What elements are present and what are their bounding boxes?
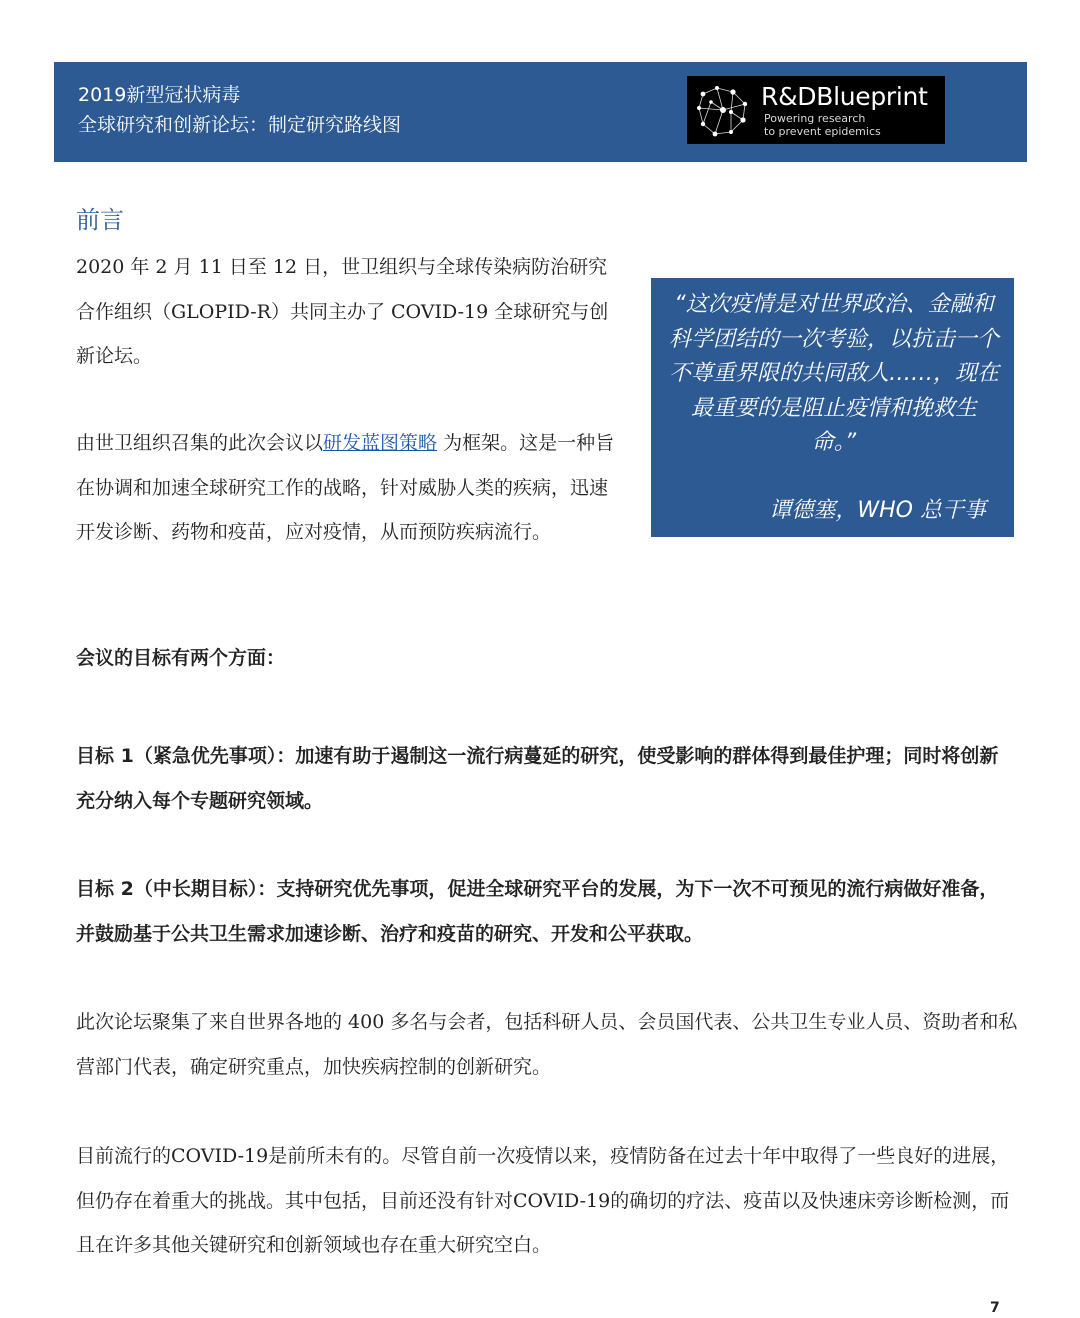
logo-name: R&DBlueprint — [761, 82, 928, 111]
rd-blueprint-logo — [687, 76, 945, 144]
section-title: 前言 — [76, 206, 124, 234]
header-title-line1: 2019新型冠状病毒 — [78, 84, 241, 106]
quote-attribution: 谭德塞，WHO 总干事 — [769, 498, 986, 523]
page-number: 7 — [990, 1300, 1000, 1316]
page-header — [54, 62, 1027, 162]
header-title — [78, 80, 401, 140]
logo-tagline — [764, 112, 881, 138]
objectives-heading: 会议的目标有两个方面： — [76, 647, 286, 669]
logo-tagline-line1: Powering research — [764, 112, 866, 125]
goal-2: 目标 2（中长期目标）：支持研究优先事项，促进全球研究平台的发展，为下一次不可预见的流行病做好准备，并鼓励基于公共卫生需求加速诊断、治疗和疫苗的研究、开发和公平获取。 — [76, 878, 999, 945]
quote-text: “这次疫情是对世界政治、金融和科学团结的一次考验，以抗击一个不尊重界限的共同敌人……，现在最重要的是阻止疫情和挽救生命。” — [669, 292, 1000, 455]
participants-paragraph: 此次论坛聚集了来自世界各地的 400 多名与会者，包括科研人员、会员国代表、公共卫生专业人员、资助者和私营部门代表，确定研究重点，加快疾病控制的创新研究。 — [76, 1011, 1018, 1078]
challenges-paragraph: 目前流行的COVID-19是前所未有的。尽管自前一次疫情以来，疫情防备在过去十年中取得了一些良好的进展，但仍存在着重大的挑战。其中包括，目前还没有针对COVID-19的确切的疗法、疫苗以及快速床旁诊断检测，而且在许多其他关键研究和创新领域也存在重大研究空白。 — [76, 1145, 1010, 1256]
framework-text-before: 由世卫组织召集的此次会议以 — [76, 432, 324, 454]
rd-blueprint-strategy-link[interactable]: 研发蓝图策略 — [323, 432, 438, 454]
header-title-line2: 全球研究和创新论坛：制定研究路线图 — [78, 114, 402, 136]
framework-text-after: 为框架。这是一种旨在协调和加速全球研究工作的战略，针对威胁人类的疾病，迅速开发诊断、药物和疫苗，应对疫情，从而预防疾病流行。 — [76, 432, 615, 543]
network-globe-icon — [693, 80, 755, 142]
logo-tagline-line2: to prevent epidemics — [764, 125, 881, 138]
quote-box — [651, 278, 1014, 537]
goal-1: 目标 1（紧急优先事项）：加速有助于遏制这一流行病蔓延的研究，使受影响的群体得到最佳护理；同时将创新充分纳入每个专题研究领域。 — [76, 745, 999, 812]
framework-paragraph — [76, 421, 616, 555]
intro-paragraph: 2020 年 2 月 11 日至 12 日，世卫组织与全球传染病防治研究合作组织（GLOPID-R）共同主办了 COVID-19 全球研究与创新论坛。 — [76, 256, 609, 367]
